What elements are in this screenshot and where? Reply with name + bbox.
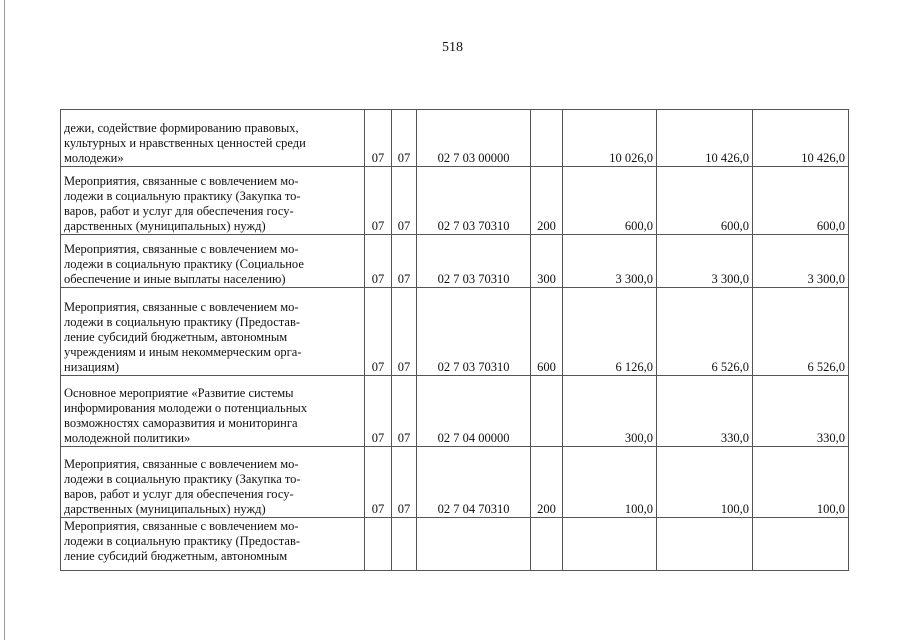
table-row [61, 376, 849, 447]
amount-year-1-cell: 3 300,0 [563, 235, 657, 288]
item-name-line: лодежи в социальную практику (Социальное [64, 257, 304, 271]
subsection-code-cell: 07 [392, 167, 417, 235]
subsection-code-cell [392, 518, 417, 571]
item-name-cell [61, 288, 365, 376]
scan-edge-line [4, 0, 5, 640]
subsection-code-cell: 07 [392, 376, 417, 447]
table-row [61, 235, 849, 288]
amount-year-2-cell: 3 300,0 [657, 235, 753, 288]
amount-year-3-cell [753, 518, 849, 571]
section-code-cell: 07 [365, 167, 392, 235]
amount-year-2-cell: 100,0 [657, 447, 753, 518]
table-row [61, 110, 849, 167]
amount-year-1-cell: 300,0 [563, 376, 657, 447]
item-name-cell [61, 447, 365, 518]
expense-type-cell [531, 110, 563, 167]
amount-year-1-cell: 10 026,0 [563, 110, 657, 167]
amount-year-1-cell: 100,0 [563, 447, 657, 518]
item-name-line: обеспечение и иные выплаты населению) [64, 272, 286, 286]
item-name-line: лодежи в социальную практику (Предостав- [64, 534, 301, 548]
item-name-line: молодежной политики» [64, 431, 191, 445]
expense-type-cell [531, 376, 563, 447]
target-article-cell: 02 7 04 00000 [417, 376, 531, 447]
expense-type-cell: 200 [531, 447, 563, 518]
table-row [61, 447, 849, 518]
budget-table [60, 109, 849, 571]
item-name-line: информирования молодежи о потенциальных [64, 401, 308, 415]
subsection-code-cell: 07 [392, 447, 417, 518]
item-name-line: возможностях саморазвития и мониторинга [64, 416, 298, 430]
target-article-cell: 02 7 03 70310 [417, 288, 531, 376]
item-name-line: культурных и нравственных ценностей среди [64, 136, 306, 150]
item-name-line: дарственных (муниципальных) нужд) [64, 502, 266, 516]
target-article-cell [417, 518, 531, 571]
item-name-cell [61, 167, 365, 235]
section-code-cell [365, 518, 392, 571]
table-row [61, 518, 849, 571]
section-code-cell: 07 [365, 447, 392, 518]
item-name-cell [61, 110, 365, 167]
amount-year-2-cell: 10 426,0 [657, 110, 753, 167]
item-name-cell [61, 376, 365, 447]
amount-year-3-cell: 600,0 [753, 167, 849, 235]
amount-year-2-cell: 600,0 [657, 167, 753, 235]
amount-year-3-cell: 10 426,0 [753, 110, 849, 167]
table-body [61, 110, 849, 571]
section-code-cell: 07 [365, 235, 392, 288]
item-name-line: ление субсидий бюджетным, автономным [64, 330, 288, 344]
amount-year-3-cell: 100,0 [753, 447, 849, 518]
target-article-cell: 02 7 03 00000 [417, 110, 531, 167]
target-article-cell: 02 7 04 70310 [417, 447, 531, 518]
section-code-cell: 07 [365, 288, 392, 376]
item-name-line: молодежи» [64, 151, 124, 165]
item-name-line: Мероприятия, связанные с вовлечением мо- [64, 457, 299, 471]
expense-type-cell: 200 [531, 167, 563, 235]
item-name-line: ление субсидий бюджетным, автономным [64, 549, 288, 563]
item-name-line: Основное мероприятие «Развитие системы [64, 386, 294, 400]
target-article-cell: 02 7 03 70310 [417, 235, 531, 288]
amount-year-3-cell: 6 526,0 [753, 288, 849, 376]
item-name-cell [61, 235, 365, 288]
table-row [61, 167, 849, 235]
section-code-cell: 07 [365, 376, 392, 447]
expense-type-cell: 300 [531, 235, 563, 288]
section-code-cell: 07 [365, 110, 392, 167]
item-name-line: Мероприятия, связанные с вовлечением мо- [64, 300, 299, 314]
subsection-code-cell: 07 [392, 235, 417, 288]
table-row [61, 288, 849, 376]
subsection-code-cell: 07 [392, 110, 417, 167]
item-name-line: лодежи в социальную практику (Закупка то- [64, 189, 301, 203]
amount-year-2-cell: 6 526,0 [657, 288, 753, 376]
subsection-code-cell: 07 [392, 288, 417, 376]
item-name-line: лодежи в социальную практику (Закупка то- [64, 472, 301, 486]
item-name-line: дежи, содействие формированию правовых, [64, 121, 299, 135]
item-name-line: Мероприятия, связанные с вовлечением мо- [64, 519, 299, 533]
item-name-line: варов, работ и услуг для обеспечения госу- [64, 487, 294, 501]
amount-year-3-cell: 330,0 [753, 376, 849, 447]
amount-year-2-cell: 330,0 [657, 376, 753, 447]
target-article-cell: 02 7 03 70310 [417, 167, 531, 235]
item-name-cell [61, 518, 365, 571]
item-name-line: учреждениям и иным некоммерческим орга- [64, 345, 302, 359]
item-name-line: варов, работ и услуг для обеспечения госу- [64, 204, 294, 218]
amount-year-1-cell: 6 126,0 [563, 288, 657, 376]
amount-year-1-cell: 600,0 [563, 167, 657, 235]
page-number: 518 [442, 40, 463, 55]
amount-year-1-cell [563, 518, 657, 571]
expense-type-cell: 600 [531, 288, 563, 376]
item-name-line: дарственных (муниципальных) нужд) [64, 219, 266, 233]
amount-year-3-cell: 3 300,0 [753, 235, 849, 288]
item-name-line: низациям) [64, 360, 120, 374]
item-name-line: Мероприятия, связанные с вовлечением мо- [64, 174, 299, 188]
expense-type-cell [531, 518, 563, 571]
amount-year-2-cell [657, 518, 753, 571]
item-name-line: Мероприятия, связанные с вовлечением мо- [64, 242, 299, 256]
item-name-line: лодежи в социальную практику (Предостав- [64, 315, 301, 329]
